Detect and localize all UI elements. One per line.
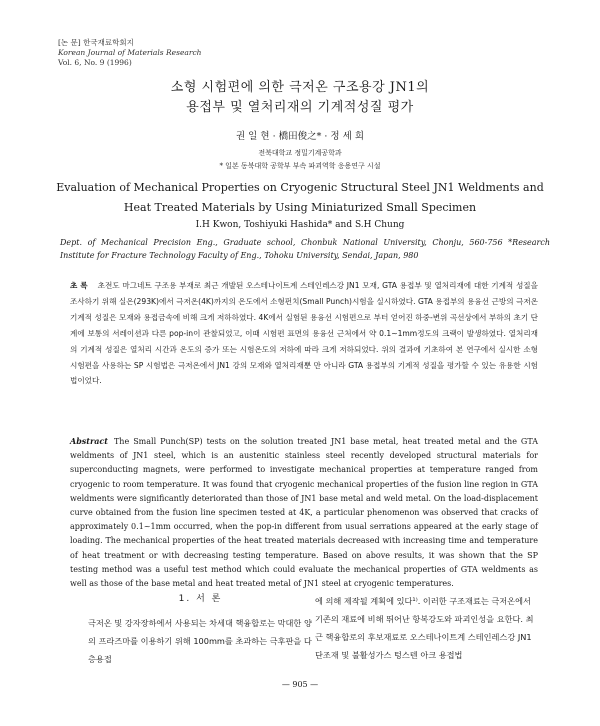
intro-right-text: 에 의해 제작될 계획에 있다¹⁾. 이러한 구조재료는 극저온에서 기존의 재료에 비해 뛰어난 항복강도와 파괴인성을 요한다. 최근 핵융합로의 후보재료로 오스테나이트계 스테인레스강 JN1단조재 및 불활성가스 텅스텐 아크 용접법: [315, 596, 534, 660]
journal-line-3: Vol. 6, No. 9 (1996): [58, 58, 132, 67]
journal-header: [58, 38, 201, 68]
korean-abstract: [70, 278, 538, 389]
korean-abstract-label: 초 록: [70, 281, 88, 290]
english-abstract: [70, 434, 538, 591]
english-abstract-text: The Small Punch(SP) tests on the solution treated JN1 base metal, heat treated metal and the GTA weldments of JN1 steel, which is an austenitic stainless steel recently developed structural materials for superconducting magnets, were performed to investigate mechanical properties at temperature ranged from cryogenic to room temperature. It was found that cryogenic mechanical properties of the fusion line region in GTA weldments were significantly deteriorated than those of JN1 base metal and weld metal. On the load-displacement curve obtained from the fusion line specimen tested at 4K, a particular phenomenon was observed that cracks of approximately 0.1~1mm occurred, when the pop-in different from usual serrations appeared at the early stage of loading. The mechanical properties of the heat treated materials decreased with increasing time and temperature of heat treatment or with decreasing testing temperature. Based on above results, it was shown that the SP testing method was a useful test method which could evaluate the mechanical properties of GTA weldments as well as those of the base metal and heat treated metal of JN1 steel at cryogenic temperatures.: [70, 437, 538, 589]
korean-title: [0, 78, 600, 118]
korean-authors: 권 일 현 · 橋田俊之* · 정 세 희: [235, 131, 364, 142]
intro-left-column: [88, 590, 313, 668]
korean-title-line-2: 용접부 및 열처리재의 기계적성질 평가: [186, 100, 414, 115]
english-authors: I.H Kwon, Toshiyuki Hashida* and S.H Chung: [195, 220, 405, 230]
korean-abstract-text: 초전도 마그네트 구조용 부재로 최근 개발된 오스테나이트계 스테인레스강 JN1 모재, GTA 용접부 및 열처리재에 대한 기계적 성질을 조사하기 위해 실온(293K)에서 극저온(4K)까지의 온도에서 소형펀치(Small Punch)시험을 실시하였다. GTA 용접부의 용융선 근방의 극저온 기계적 성질은 모재와 용접금속에 비해 크게 저하하였다. 4K에서 실험된 용융선 시험편으로 부터 얻어진 하중-변위 곡선상에서 부하의 초기 단계에 보통의 서레이션과 다른 pop-in이 관찰되었고, 이때 시험편 표면의 용융선 근처에서 약 0.1~1mm정도의 크랙이 발생하였다. 열처리재의 기계적 성질은 열처리 시간과 온도의 증가 또는 시험온도의 저하에 따라 크게 저하되었다. 위의 결과에 기초하여 본 연구에서 실시한 소형 시험편을 사용하는 SP 시험법은 극저온에서 JN1 강의 모재와 열처리재뿐 만 아니라 GTA 용접부의 기계적 성질을 평가할 수 있는 유용한 시험법이었다.: [70, 281, 538, 386]
journal-line-1: [논 문] 한국재료학회지: [58, 38, 134, 47]
english-title-line-1: Evaluation of Mechanical Properties on Cryogenic Structural Steel JN1 Weldments and: [56, 181, 544, 194]
english-title-line-2: Heat Treated Materials by Using Miniaturized Small Specimen: [123, 201, 477, 214]
korean-affiliation-1: 전북대학교 정밀기계공학과: [258, 149, 342, 157]
intro-right-column: [315, 592, 535, 664]
korean-title-line-1: 소형 시험편에 의한 극저온 구조용강 JN1의: [170, 80, 430, 95]
journal-line-2: Korean Journal of Materials Research: [58, 48, 202, 57]
english-title: [0, 178, 600, 218]
page-number: — 905 —: [281, 680, 319, 689]
english-affiliations: Dept. of Mechanical Precision Eng., Graduate school, Chonbuk National University, Chonju, 560-756 *Research Institute for Fracture Technology Faculty of Eng., Tohoku University, Sendai, Japan, 980: [60, 238, 550, 260]
english-abstract-label: Abstract: [70, 436, 108, 446]
section-heading: 1. 서 론: [178, 594, 223, 604]
intro-left-text: 극저온 및 강자장하에서 사용되는 차세대 핵융합로는 막대한 양의 프라즈마를 이용하기 위해 100mm를 초과하는 극후판을 다층용접: [88, 618, 312, 664]
korean-affiliation-2: * 일본 동북대학 공학부 부속 파괴역학 응용연구 시설: [219, 162, 381, 170]
